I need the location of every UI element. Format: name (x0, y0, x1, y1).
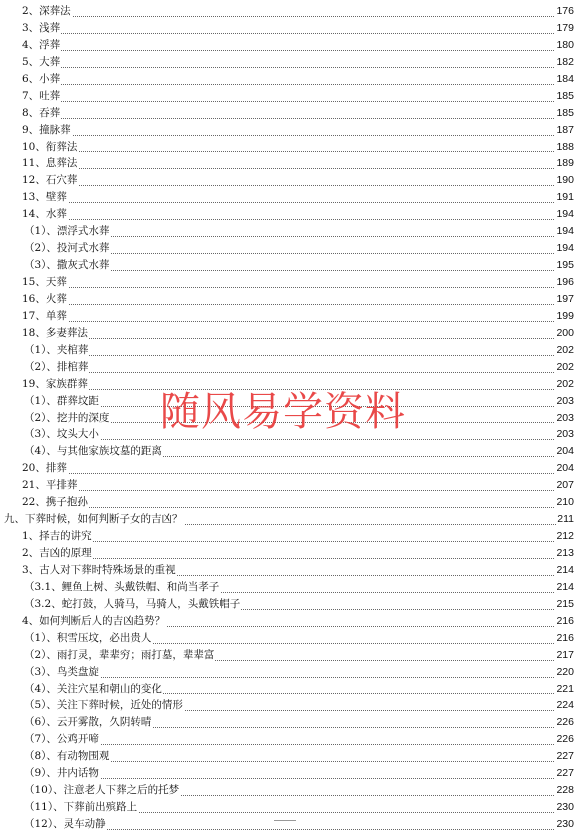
toc-entry (0, 189, 580, 206)
toc-entry (0, 528, 580, 545)
toc-entry (0, 579, 580, 596)
toc-entry-title: 16、火葬 (22, 291, 68, 308)
dot-leader (22, 151, 558, 152)
toc-entry-title: （11）、下葬前出殡路上 (24, 799, 138, 816)
toc-entry-title: （1）、漂浮式水葬 (24, 223, 110, 240)
toc-entry-title: （9）、井内话物 (24, 765, 100, 782)
toc-entry-page: 185 (555, 88, 574, 105)
toc-entry (0, 88, 580, 105)
toc-entry-page: 212 (555, 528, 574, 545)
dot-leader (22, 33, 558, 34)
toc-entry-title: （2）、雨打灵，辈辈穷；雨打墓，辈辈富 (24, 647, 215, 664)
toc-entry-page: 203 (555, 410, 574, 427)
toc-entry (0, 664, 580, 681)
toc-entry-page: 226 (555, 731, 574, 748)
toc-entry-title: 21、平排葬 (22, 477, 78, 494)
toc-entry-title: 7、吐葬 (22, 88, 61, 105)
toc-entry-title: 九、下葬时候，如何判断子女的吉凶？ (4, 511, 184, 528)
toc-entry-title: 3、浅葬 (22, 20, 61, 37)
toc-entry-title: （3）、撒灰式水葬 (24, 257, 110, 274)
toc-entry-page: 202 (555, 359, 574, 376)
toc-entry-page: 188 (555, 139, 574, 156)
dot-leader (22, 304, 558, 305)
toc-entry-title: （6）、云开雾散，久阴转晴 (24, 714, 152, 731)
toc-entry-page: 204 (555, 443, 574, 460)
dot-leader (22, 202, 558, 203)
toc-entry-title: 2、深葬法 (22, 3, 72, 20)
toc-entry-title: 9、撞脉葬 (22, 122, 72, 139)
toc-entry (0, 308, 580, 325)
toc-entry-title: 22、携子抱孙 (22, 494, 89, 511)
toc-entry-page: 197 (555, 291, 574, 308)
toc-entry-page: 191 (555, 189, 574, 206)
toc-entry (0, 122, 580, 139)
toc-entry-page: 200 (555, 325, 574, 342)
toc-entry-page: 199 (555, 308, 574, 325)
toc-entry (0, 782, 580, 799)
dot-leader (22, 490, 558, 491)
toc-entry-page: 194 (555, 223, 574, 240)
toc-entry-title: （3.1、鲤鱼上树、头戴铁帽、和尚当孝子 (24, 579, 220, 596)
toc-entry-page: 194 (555, 206, 574, 223)
toc-entry-page: 179 (555, 20, 574, 37)
toc-entry-page: 189 (555, 155, 574, 172)
toc-entry (0, 613, 580, 630)
toc-entry-page: 210 (555, 494, 574, 511)
toc-entry (0, 172, 580, 189)
toc-entry-page: 217 (555, 647, 574, 664)
toc-entry-page: 213 (555, 545, 574, 562)
toc-entry (0, 155, 580, 172)
toc-entry-page: 196 (555, 274, 574, 291)
dot-leader (22, 507, 558, 508)
toc-entry-title: 15、天葬 (22, 274, 68, 291)
dot-leader (24, 778, 558, 779)
toc-entry-page: 227 (555, 765, 574, 782)
toc-entry-page: 190 (555, 172, 574, 189)
toc-entry (0, 681, 580, 698)
dot-leader (22, 101, 558, 102)
toc-entry-title: 3、古人对下葬时特殊场景的重视 (22, 562, 177, 579)
toc-entry-page: 180 (555, 37, 574, 54)
toc-entry (0, 731, 580, 748)
toc-entry-title: （5）、关注下葬时候，近处的情形 (24, 697, 184, 714)
toc-entry-title: 13、壁葬 (22, 189, 68, 206)
toc-entry-title: 1、择吉的讲究 (22, 528, 93, 545)
dot-leader (22, 558, 558, 559)
toc-entry (0, 206, 580, 223)
dot-leader (22, 287, 558, 288)
toc-entry-page: 216 (555, 630, 574, 647)
toc-entry (0, 697, 580, 714)
toc-entry-title: 10、衔葬法 (22, 139, 78, 156)
dot-leader (22, 541, 558, 542)
toc-entry-page: 204 (555, 460, 574, 477)
dot-leader (24, 439, 558, 440)
toc-entry-page: 228 (555, 782, 574, 799)
toc-entry-page: 187 (555, 122, 574, 139)
dot-leader (24, 677, 558, 678)
toc-entry (0, 765, 580, 782)
toc-entry-title: （7）、公鸡开啼 (24, 731, 100, 748)
toc-entry-page: 195 (555, 257, 574, 274)
toc-entry (0, 105, 580, 122)
toc-entry (0, 240, 580, 257)
toc-entry (0, 37, 580, 54)
toc-entry-title: （2）、排棺葬 (24, 359, 89, 376)
toc-entry-page: 211 (556, 511, 574, 528)
toc-entry-page: 182 (555, 54, 574, 71)
toc-entry-title: （4）、与其他家族坟墓的距离 (24, 443, 163, 460)
toc-entry-title: （1）、积雪压坟，必出贵人 (24, 630, 152, 647)
toc-entry-title: （2）、投河式水葬 (24, 240, 110, 257)
toc-entry-title: 20、排葬 (22, 460, 68, 477)
toc-entry-title: 4、如何判断后人的吉凶趋势？ (22, 613, 166, 630)
toc-entry (0, 545, 580, 562)
dot-leader (24, 372, 558, 373)
toc-entry-page: 203 (555, 426, 574, 443)
toc-entry-title: （3.2、蛇打鼓，人骑马，马骑人，头戴铁帽子 (24, 596, 241, 613)
toc-entry-page: 226 (555, 714, 574, 731)
toc-entry (0, 20, 580, 37)
toc-entry-title: 4、浮葬 (22, 37, 61, 54)
dot-leader (22, 67, 558, 68)
dot-leader (22, 168, 558, 169)
toc-entry-title: 12、石穴葬 (22, 172, 78, 189)
toc-entry-page: 202 (555, 376, 574, 393)
toc-entry-page: 203 (555, 393, 574, 410)
toc-entry-page: 202 (555, 342, 574, 359)
toc-entry (0, 596, 580, 613)
toc-entry-page: 221 (555, 681, 574, 698)
toc-entry-title: 17、单葬 (22, 308, 68, 325)
toc-entry (0, 257, 580, 274)
toc-entry (0, 291, 580, 308)
dot-leader (22, 16, 558, 17)
toc-entry (0, 443, 580, 460)
toc-entry-page: 184 (555, 71, 574, 88)
toc-entry-title: （1）、夹棺葬 (24, 342, 89, 359)
dot-leader (22, 50, 558, 51)
toc-entry (0, 3, 580, 20)
toc-entry (0, 562, 580, 579)
page-footer-mark (274, 820, 296, 825)
toc-entry-title: 19、家族群葬 (22, 376, 89, 393)
toc-entry (0, 325, 580, 342)
dot-leader (24, 355, 558, 356)
dot-leader (22, 473, 558, 474)
toc-entry-page: 220 (555, 664, 574, 681)
toc-entry (0, 342, 580, 359)
toc-entry-title: （4）、关注穴星和朝山的变化 (24, 681, 163, 698)
watermark-text: 随风易学资料 (160, 389, 406, 435)
toc-entry-title: （1）、群葬坟距 (24, 393, 100, 410)
dot-leader (22, 219, 558, 220)
toc-entry-page: 207 (555, 477, 574, 494)
toc-entry (0, 494, 580, 511)
toc-entry-page: 214 (555, 562, 574, 579)
toc-entry-page: 227 (555, 748, 574, 765)
toc-entry-title: （3）、鸟类盘旋 (24, 664, 100, 681)
toc-entry-title: 18、多妻葬法 (22, 325, 89, 342)
toc-entry-title: （8）、有动物围观 (24, 748, 110, 765)
toc-entry (0, 71, 580, 88)
toc-entry-title: （10）、注意老人下葬之后的托梦 (24, 782, 180, 799)
dot-leader (22, 338, 558, 339)
toc-entry-page: 185 (555, 105, 574, 122)
toc-entry (0, 714, 580, 731)
dot-leader (22, 185, 558, 186)
toc-entry (0, 647, 580, 664)
toc-entry-page: 215 (555, 596, 574, 613)
toc-entry-page: 176 (555, 3, 574, 20)
toc-entry-title: 8、吞葬 (22, 105, 61, 122)
toc-entry (0, 223, 580, 240)
toc-entry-title: 2、吉凶的原理 (22, 545, 93, 562)
toc-entry-page: 230 (555, 799, 574, 816)
toc-entry-title: （2）、挖井的深度 (24, 410, 110, 427)
toc-entry-title: 5、大葬 (22, 54, 61, 71)
toc-entry-title: 6、小葬 (22, 71, 61, 88)
dot-leader (22, 118, 558, 119)
toc-entry (0, 630, 580, 647)
toc-entry-page: 224 (555, 697, 574, 714)
toc-entry-page: 216 (555, 613, 574, 630)
toc-entry (0, 359, 580, 376)
toc-entry (0, 511, 580, 528)
dot-leader (22, 135, 558, 136)
toc-entry (0, 139, 580, 156)
toc-entry-title: 11、息葬法 (22, 155, 78, 172)
toc-entry-title: 14、水葬 (22, 206, 68, 223)
dot-leader (24, 744, 558, 745)
toc-entry (0, 54, 580, 71)
toc-entry-title: （3）、坟头大小 (24, 426, 100, 443)
toc-entry-title: （12）、灵车动静 (24, 816, 107, 833)
toc-entry (0, 460, 580, 477)
toc-entry-page: 214 (555, 579, 574, 596)
dot-leader (22, 321, 558, 322)
toc-entry (0, 477, 580, 494)
toc-entry (0, 748, 580, 765)
dot-leader (22, 84, 558, 85)
toc-entry (0, 274, 580, 291)
toc-entry-page: 230 (555, 816, 574, 833)
toc-entry (0, 799, 580, 816)
toc-entry-page: 194 (555, 240, 574, 257)
